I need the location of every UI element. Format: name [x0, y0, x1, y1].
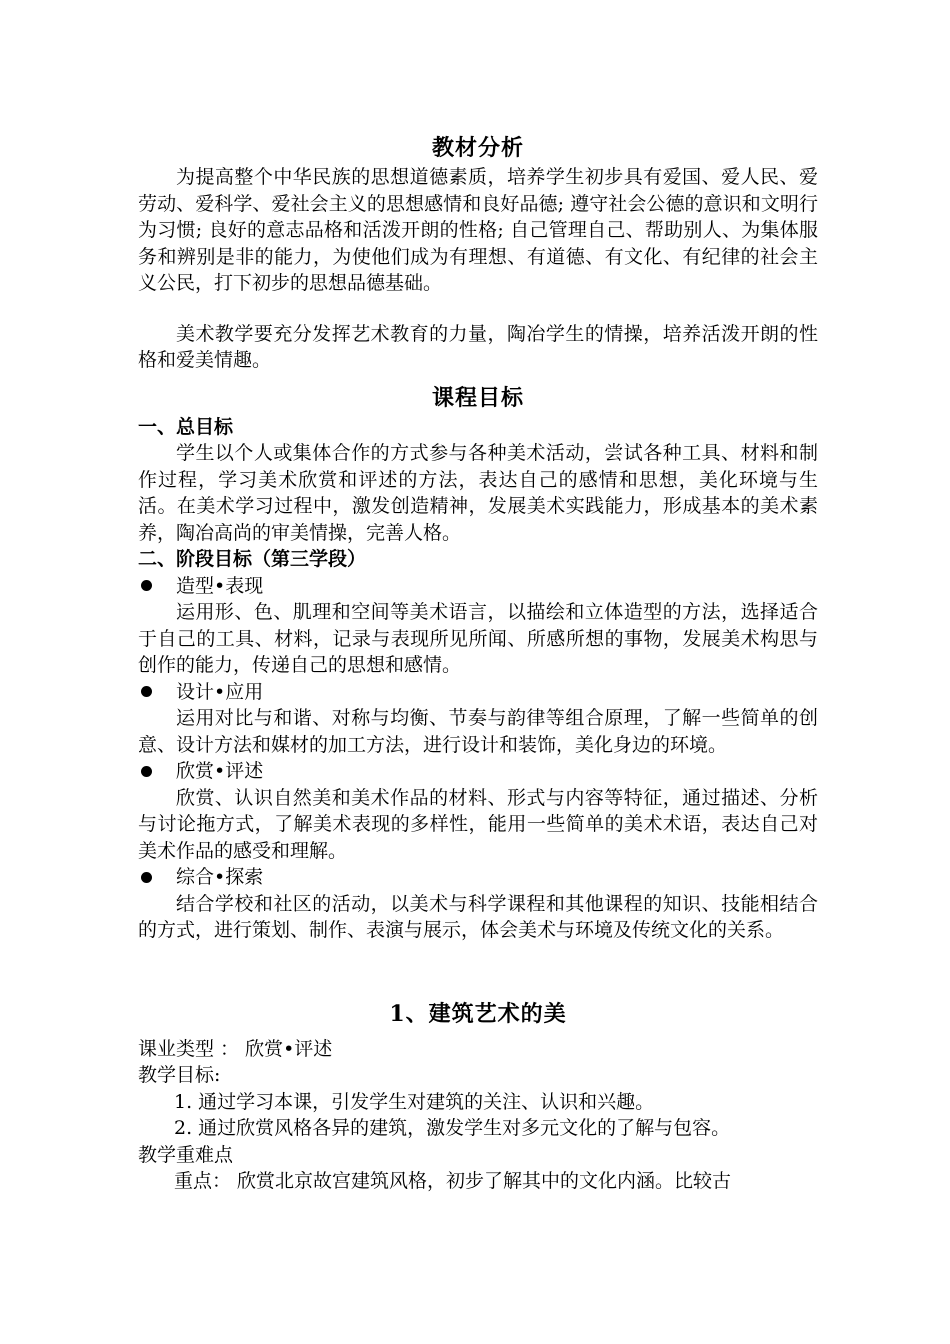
- heading-general-goals: 一、总目标: [138, 415, 234, 438]
- bullet-label: 造型•表现: [176, 574, 264, 597]
- heading-stage-goals: 二、阶段目标（第三学段）: [138, 548, 367, 570]
- bullet-label: 欣赏•评述: [176, 760, 264, 782]
- bullet-text: 结合学校和社区的活动，以美术与科学课程和其他课程的知识、技能相结合的方式，进行策划、制作、表演与展示，体会美术与环境及传统文化的关系。: [138, 892, 818, 941]
- bullet-label: 综合•探索: [176, 866, 264, 888]
- key-points-label: 教学重难点: [138, 1143, 234, 1166]
- bullet-dot-icon: [141, 580, 152, 591]
- list-item: [138, 573, 818, 600]
- paragraph-general-goals: 学生以个人或集体合作的方式参与各种美术活动，尝试各种工具、材料和制作过程，学习美术欣赏和评述的方法，表达自己的感情和思想，美化环境与生活。在美术学习过程中，激发创造精神，发展美术实践能力，形成基本的美术素养，陶冶高尚的审美情操，完善人格。: [138, 442, 818, 544]
- section-title-course-goals: 课程目标: [431, 384, 524, 411]
- bullet-dot-icon: [141, 686, 152, 697]
- paragraph-art-teaching: 美术教学要充分发挥艺术教育的力量，陶冶学生的情操，培养活泼开朗的性格和爱美情趣。: [138, 322, 818, 371]
- key-points-text: 重点： 欣赏北京故宫建筑风格，初步了解其中的文化内涵。比较古: [174, 1170, 732, 1192]
- paragraph-moral-education: 为提高整个中华民族的思想道德素质，培养学生初步具有爱国、爱人民、爱劳动、爱科学、爱社会主义的思想感情和良好品德; 遵守社会公德的意识和文明行为习惯; 良好的意志品格和活泼开朗的性格; 自己管理自己、帮助别人、为集体服务和辨别是非的能力，为使他们成为有理想、有道德、有文化、有纪律的社会主义公民，打下初步的思想品德基础。: [138, 166, 818, 294]
- list-item: [138, 679, 818, 706]
- document-page: [138, 132, 818, 1195]
- bullet-dot-icon: [141, 766, 152, 777]
- bullet-dot-icon: [141, 872, 152, 883]
- bullet-text: 运用对比与和谐、对称与均衡、节奏与韵律等组合原理，了解一些简单的创意、设计方法和媒材的加工方法，进行设计和装饰，美化身边的环境。: [138, 707, 818, 756]
- teaching-goals-label: 教学目标:: [138, 1064, 221, 1086]
- bullet-text: 欣赏、认识自然美和美术作品的材料、形式与内容等特征，通过描述、分析与讨论拖方式，了解美术表现的多样性，能用一些简单的美术术语，表达自己对美术作品的感受和理解。: [138, 786, 818, 862]
- section-title-architecture: 1、建筑艺术的美: [389, 1000, 567, 1027]
- bullet-label: 设计•应用: [176, 680, 264, 703]
- bullet-text: 运用形、色、肌理和空间等美术语言，以描绘和立体造型的方法，选择适合于自己的工具、材料，记录与表现所见所闻、所感所想的事物，发展美术构思与创作的能力，传递自己的思想和感情。: [138, 601, 818, 676]
- teaching-goal-item: 2. 通过欣赏风格各异的建筑，激发学生对多元文化的了解与包容。: [174, 1117, 731, 1139]
- teaching-goal-item: 1. 通过学习本课，引发学生对建筑的关注、认识和兴趣。: [174, 1090, 655, 1113]
- lesson-type-line: 课业类型 ： 欣赏•评述: [138, 1037, 333, 1060]
- list-item: [138, 758, 818, 785]
- section-title-textbook-analysis: 教材分析: [431, 135, 524, 161]
- list-item: [138, 864, 818, 891]
